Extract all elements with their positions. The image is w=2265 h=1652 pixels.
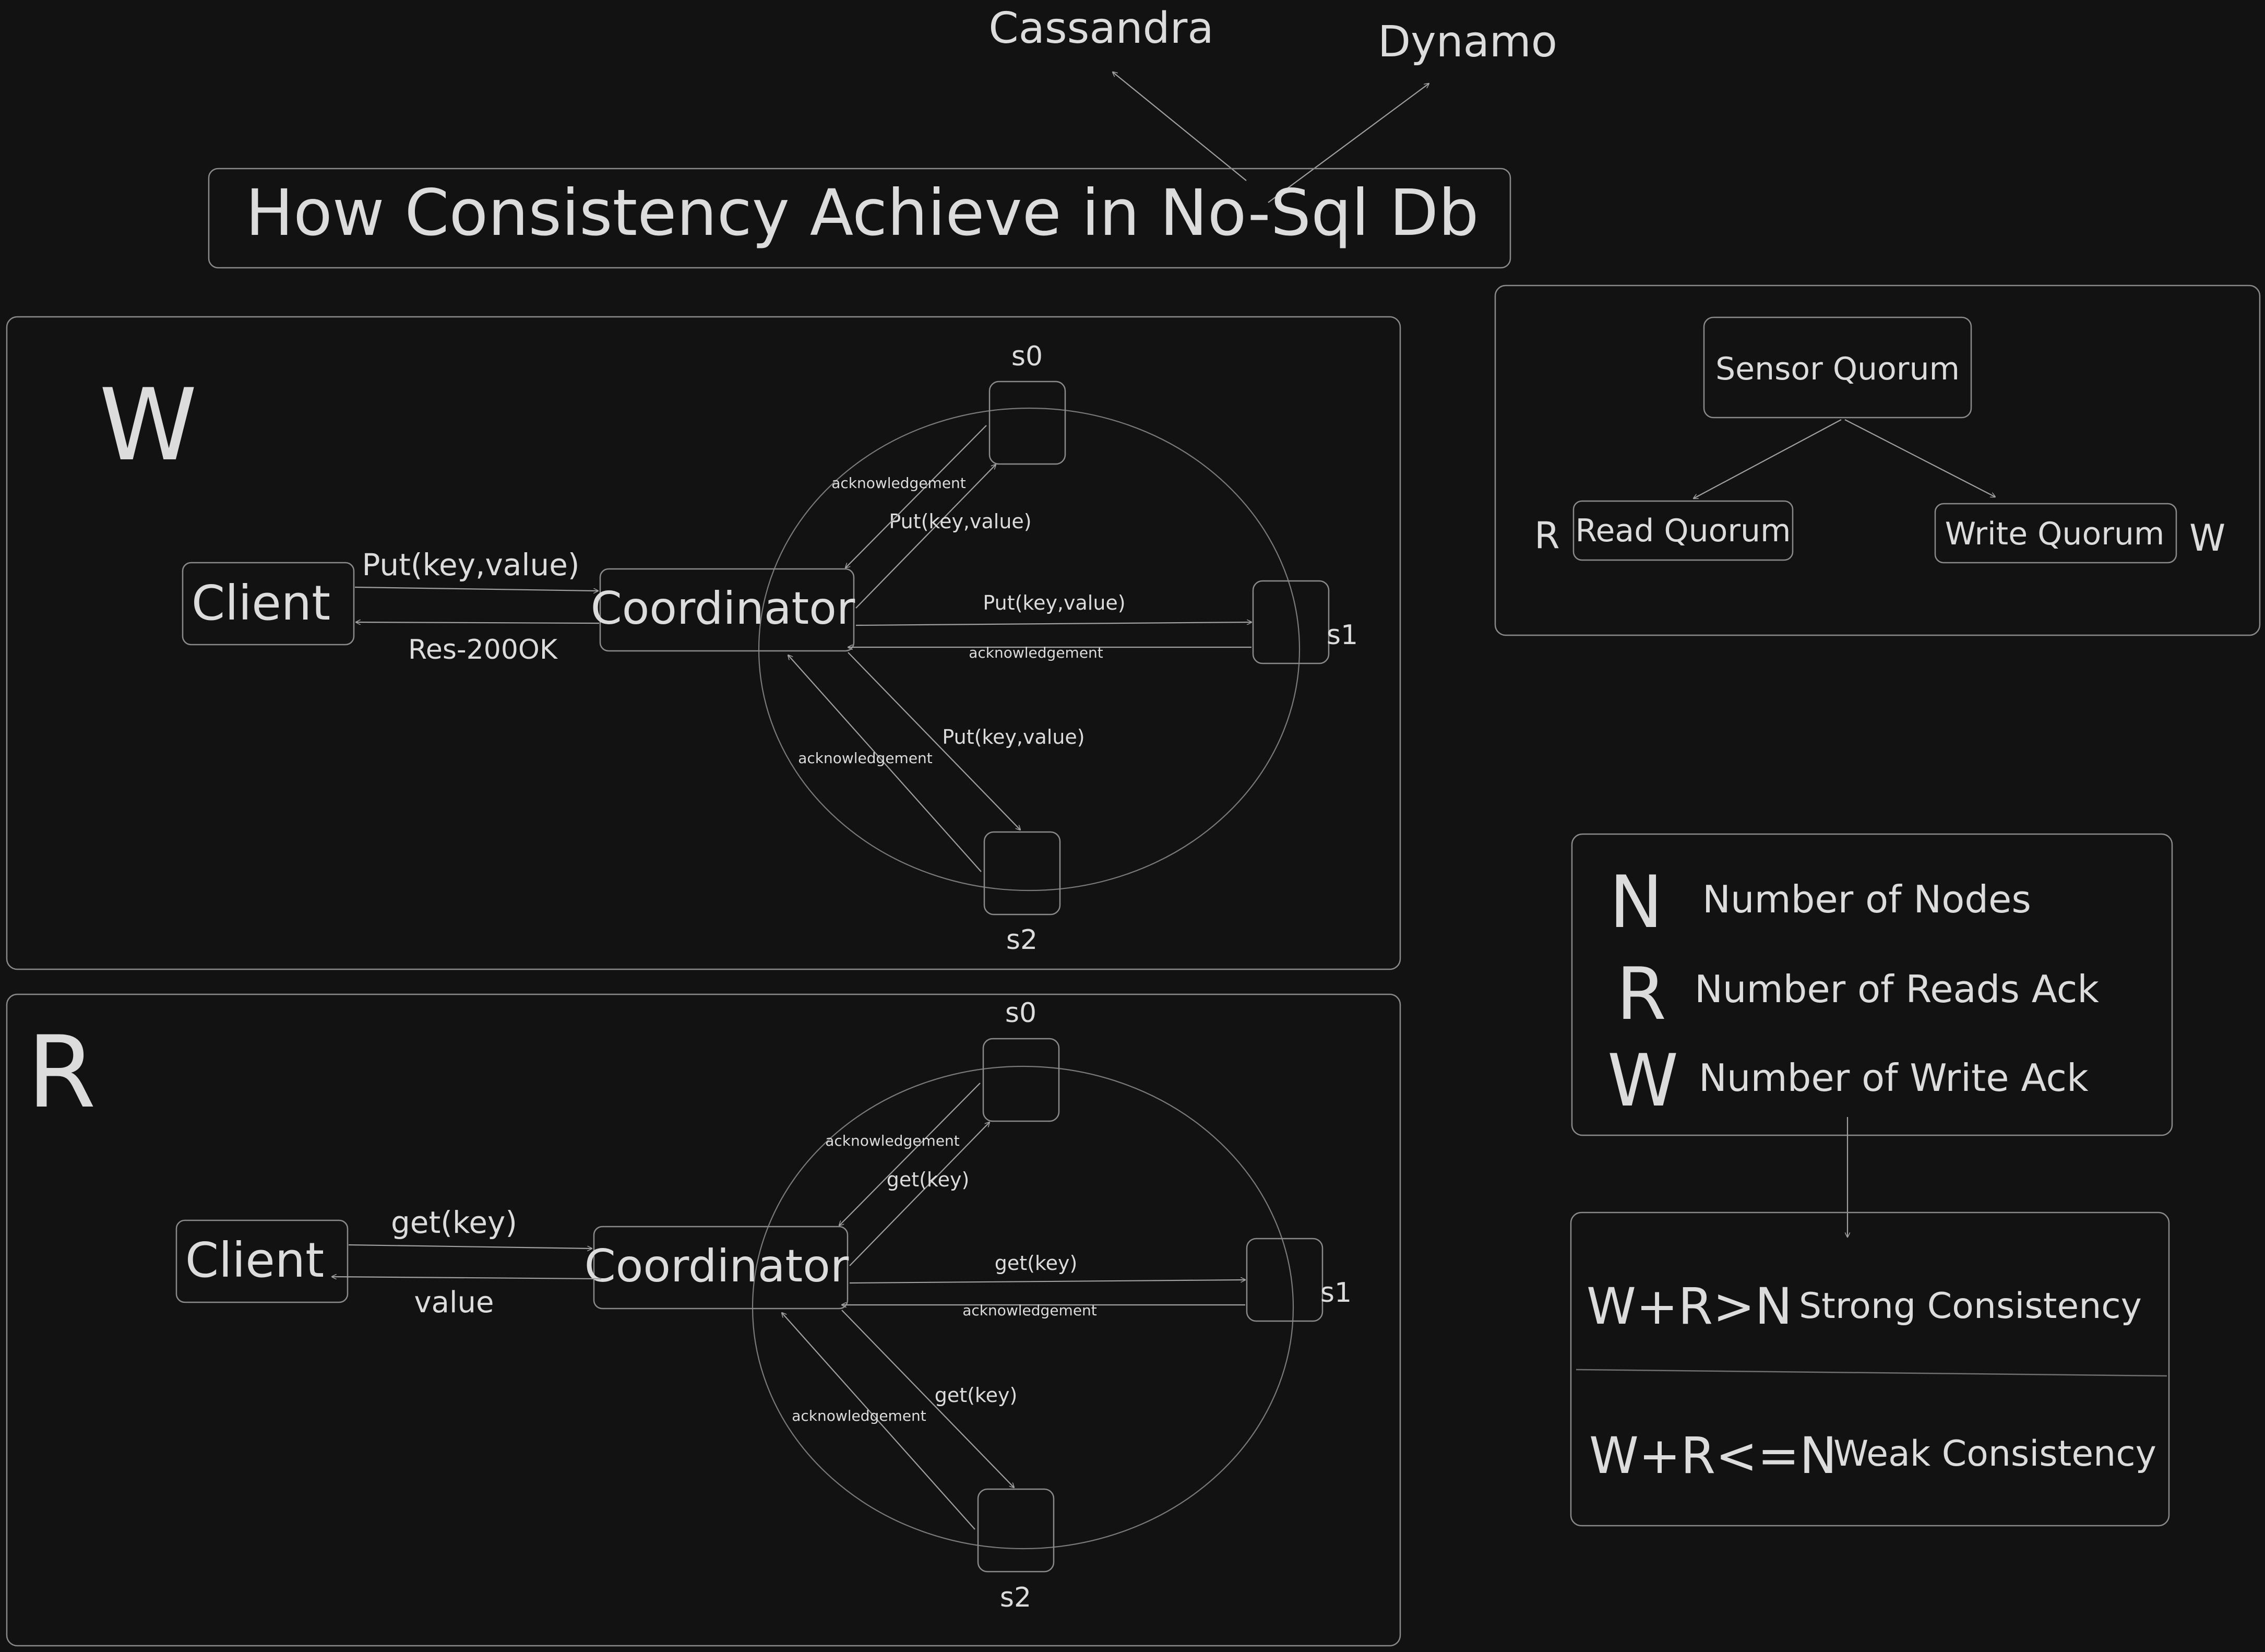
consistency-panel [1571,1213,2169,1526]
arrow-to-cassandra [1113,72,1246,181]
read-client-label: Client [185,1232,325,1288]
write-put-s2-label: Put(key,value) [942,726,1085,748]
write-s2-label: s2 [1006,924,1038,956]
write-response-label: Res-200OK [408,634,557,665]
write-request-label: Put(key,value) [362,547,580,583]
read-request-arrow [349,1245,592,1249]
read-get-s1-label: get(key) [994,1252,1078,1275]
write-node-s0 [990,382,1065,464]
write-coordinator-label: Coordinator [590,583,855,635]
read-response-label: value [414,1286,494,1320]
legend-symbol-r: R [1616,952,1666,1036]
legend-text-w: Number of Write Ack [1699,1056,2089,1100]
tag-dynamo: Dynamo [1378,17,1557,67]
write-ack-s1-label: acknowledgement [969,644,1103,661]
legend-symbol-n: N [1609,860,1663,944]
write-s0-label: s0 [1011,341,1043,372]
read-panel [7,994,1400,1646]
quorum-arrow-write [1845,420,1995,497]
read-node-s2 [978,1489,1054,1572]
consistency-divider [1576,1370,2167,1376]
legend-text-n: Number of Nodes [1702,877,2031,921]
strong-label: Strong Consistency [1799,1286,2142,1327]
read-get-s0-label: get(key) [886,1168,970,1191]
read-panel-letter: R [27,1015,97,1130]
write-put-s1-label: Put(key,value) [983,591,1126,614]
write-put-s1-arrow [856,622,1251,625]
write-node-s2 [984,832,1060,914]
read-quorum-tag: R [1534,514,1560,557]
write-ack-s0-label: acknowledgement [831,474,966,492]
read-s2-label: s2 [999,1582,1032,1613]
write-response-arrow [356,622,599,623]
weak-label: Weak Consistency [1833,1433,2156,1475]
quorum-panel-frame [1495,286,2260,635]
read-quorum-label: Read Quorum [1575,513,1791,549]
strong-formula: W+R>N [1587,1277,1793,1336]
write-s1-label: s1 [1326,620,1358,651]
page-title: How Consistency Achieve in No-Sql Db [245,176,1479,250]
read-ack-s2-label: acknowledgement [792,1407,926,1424]
read-get-s2-label: get(key) [934,1384,1018,1407]
write-quorum-label: Write Quorum [1945,516,2165,552]
read-panel-frame [7,994,1400,1646]
legend-text-r: Number of Reads Ack [1695,967,2099,1011]
read-s1-label: s1 [1320,1277,1352,1309]
read-ack-s1-label: acknowledgement [962,1302,1097,1319]
read-coordinator-label: Coordinator [584,1240,849,1292]
read-node-s0 [983,1039,1059,1121]
write-request-arrow [355,587,598,591]
write-panel-letter: W [99,367,197,483]
legend-panel [1572,834,2172,1135]
tag-cassandra: Cassandra [988,4,1214,53]
write-node-s1 [1253,581,1329,663]
write-put-s0-label: Put(key,value) [889,510,1032,533]
write-quorum-tag: W [2189,517,2226,560]
read-ack-s0-label: acknowledgement [825,1132,960,1149]
sensor-quorum-label: Sensor Quorum [1715,351,1960,387]
weak-formula: W+R<=N [1589,1427,1837,1485]
write-panel [7,317,1400,969]
read-s0-label: s0 [1005,997,1037,1029]
write-panel-frame [7,317,1400,969]
write-client-label: Client [191,575,331,631]
quorum-panel [1495,286,2260,635]
read-response-arrow [332,1277,601,1279]
read-node-s1 [1247,1239,1322,1321]
read-get-s1-arrow [850,1280,1245,1283]
quorum-arrow-read [1694,420,1841,498]
write-ack-s2-label: acknowledgement [798,750,933,767]
legend-symbol-w: W [1607,1039,1679,1123]
read-request-label: get(key) [390,1205,518,1240]
